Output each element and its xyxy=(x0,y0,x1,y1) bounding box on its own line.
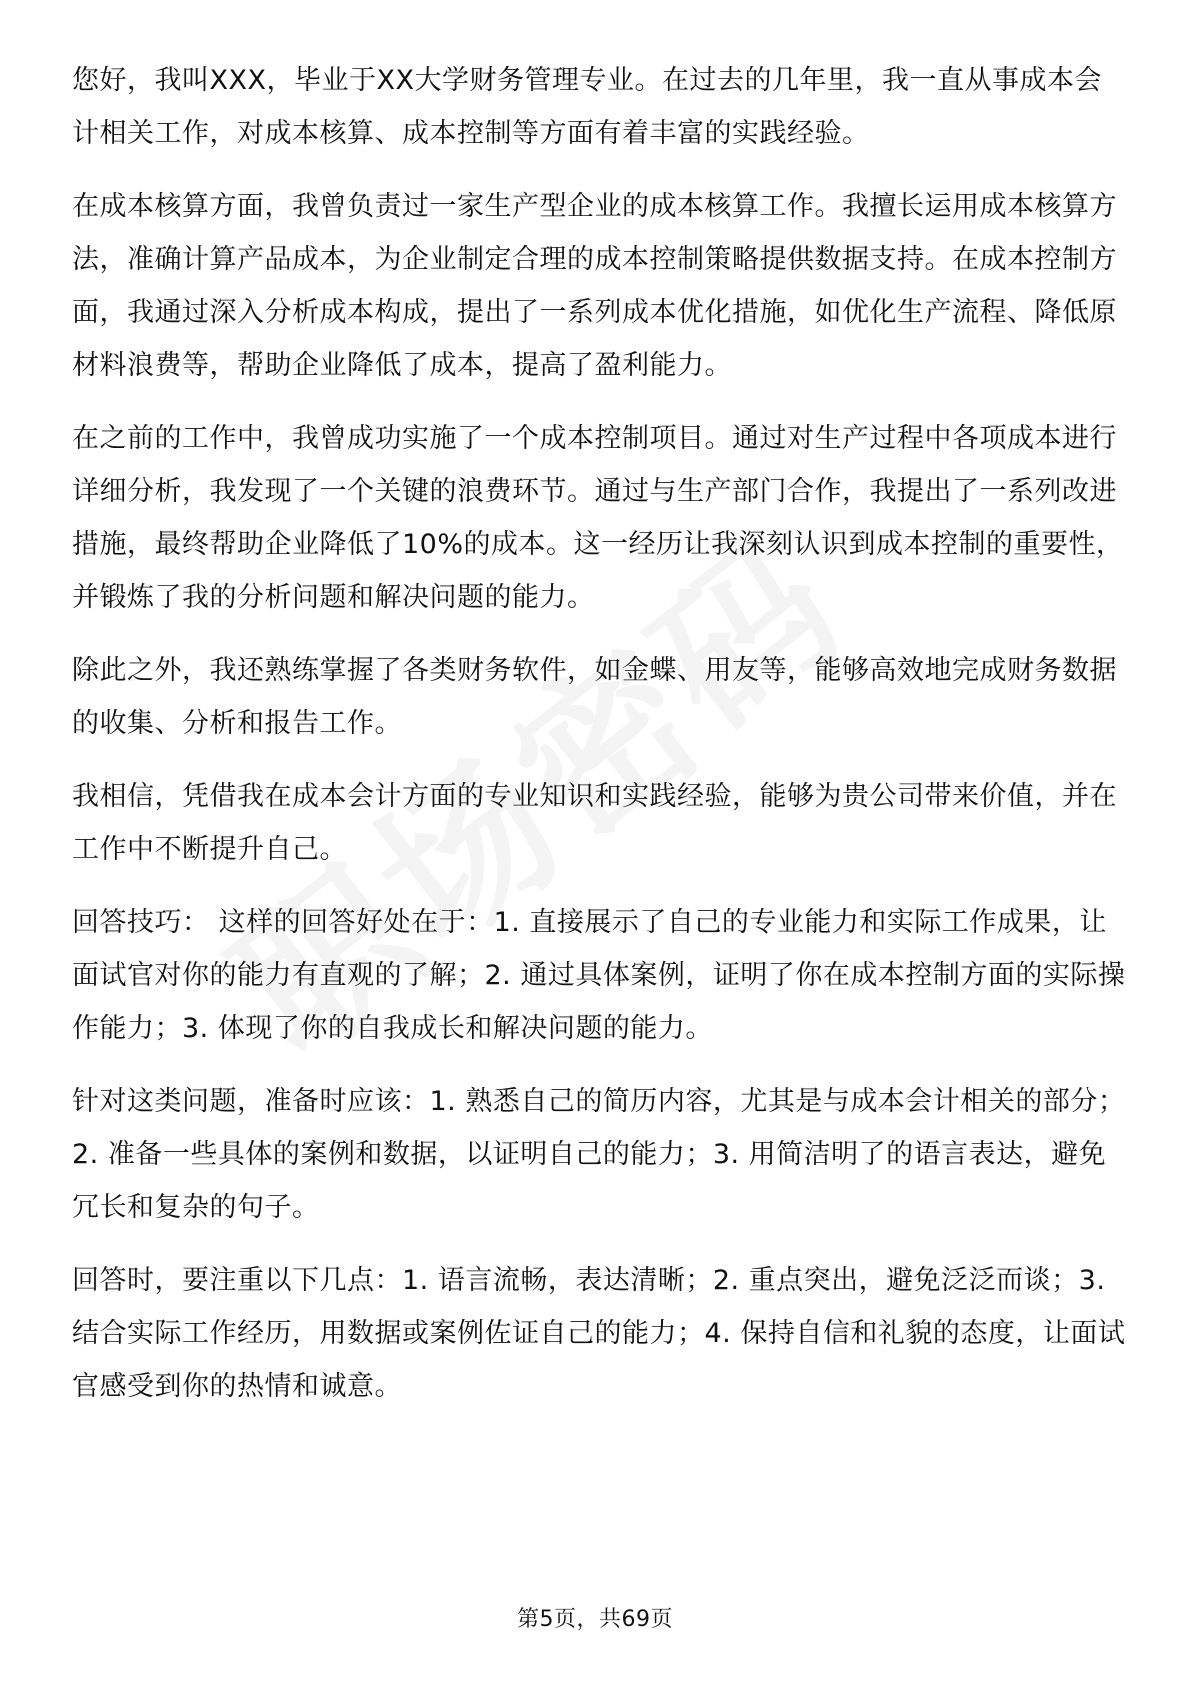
paragraph-project: 在之前的工作中，我曾成功实施了一个成本控制项目。通过对生产过程中各项成本进行详细分析，我发现了一个关键的浪费环节。通过与生产部门合作，我提出了一系列改进措施，最终帮助企业降低了10%的成本。这一经历让我深刻认识到成本控制的重要性，并锻炼了我的分析问题和解决问题的能力。 xyxy=(72,423,1124,613)
paragraph-software: 除此之外，我还熟练掌握了各类财务软件，如金蝶、用友等，能够高效地完成财务数据的收集、分析和报告工作。 xyxy=(72,655,1117,739)
paragraph-answer-tips: 回答技巧： 这样的回答好处在于：1. 直接展示了自己的专业能力和实际工作成果，让面试官对你的能力有直观的了解；2. 通过具体案例，证明了你在成本控制方面的实际操作能力；3. 体现了你的自我成长和解决问题的能力。 xyxy=(72,907,1126,1044)
paragraph-conclusion: 我相信，凭借我在成本会计方面的专业知识和实践经验，能够为贵公司带来价值，并在工作中不断提升自己。 xyxy=(72,781,1117,865)
page-number: 第5页，共69页 xyxy=(517,1607,673,1632)
paragraph-answer-points: 回答时，要注重以下几点：1. 语言流畅，表达清晰；2. 重点突出，避免泛泛而谈；3. 结合实际工作经历，用数据或案例佐证自己的能力；4. 保持自信和礼貌的态度，让面试官感受到你的热情和诚意。 xyxy=(72,1265,1126,1402)
document-body xyxy=(72,54,1127,1433)
paragraph-preparation: 针对这类问题，准备时应该：1. 熟悉自己的简历内容，尤其是与成本会计相关的部分；2. 准备一些具体的案例和数据，以证明自己的能力；3. 用简洁明了的语言表达，避免冗长和复杂的句子。 xyxy=(72,1086,1126,1223)
paragraph-cost-accounting: 在成本核算方面，我曾负责过一家生产型企业的成本核算工作。我擅长运用成本核算方法，准确计算产品成本，为企业制定合理的成本控制策略提供数据支持。在成本控制方面，我通过深入分析成本构成，提出了一系列成本优化措施，如优化生产流程、降低原材料浪费等，帮助企业降低了成本，提高了盈利能力。 xyxy=(72,191,1117,381)
paragraph-intro: 您好，我叫XXX，毕业于XX大学财务管理专业。在过去的几年里，我一直从事成本会计相关工作，对成本核算、成本控制等方面有着丰富的实践经验。 xyxy=(72,65,1102,149)
